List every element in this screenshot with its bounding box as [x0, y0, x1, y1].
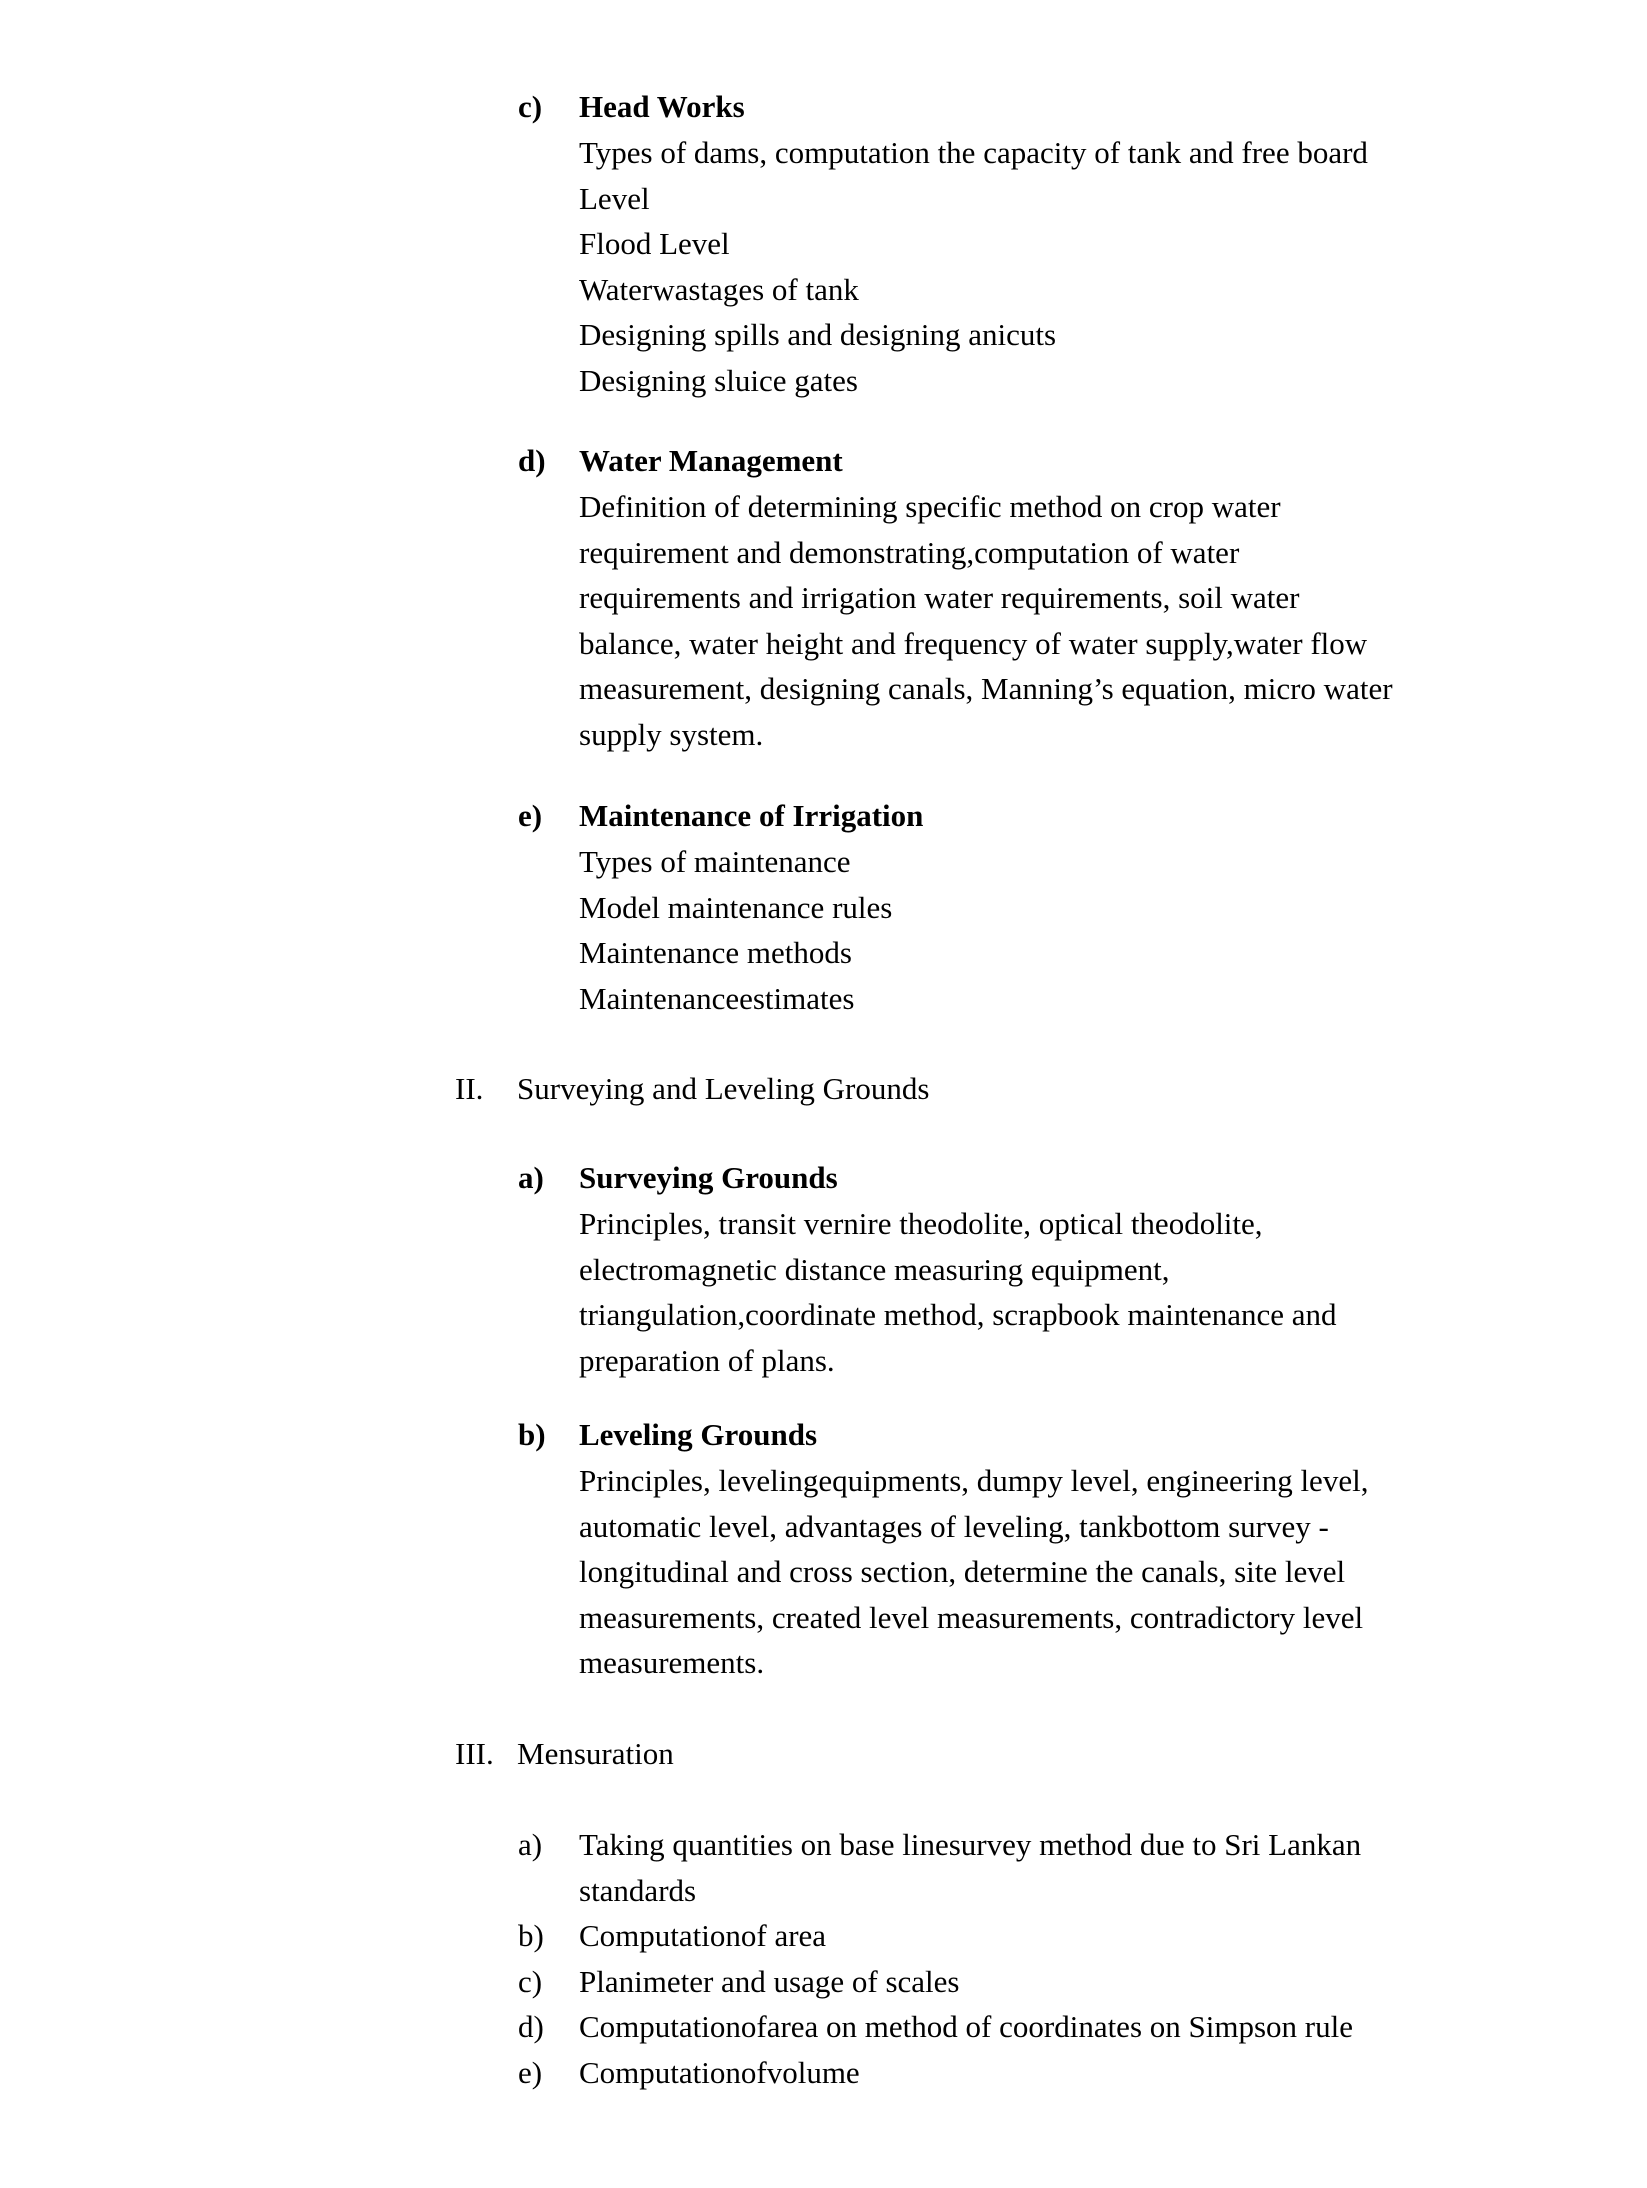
subsection-head-works [518, 84, 1458, 403]
text-line: Designing sluice gates [579, 362, 858, 398]
section-number: III. [455, 1736, 494, 1771]
subsection-marker: a) [518, 1160, 544, 1195]
list-item [518, 1959, 1458, 2005]
subsection-title: Leveling Grounds [579, 1417, 818, 1452]
subsection-title: Head Works [579, 89, 745, 124]
list-item [518, 2050, 1458, 2096]
text-line: Definition of determining specific method on crop water [579, 489, 1281, 524]
text-line: Maintenance methods [579, 935, 852, 970]
list-item [518, 2004, 1458, 2050]
text-line: Principles, levelingequipments, dumpy level, engineering level, [579, 1463, 1369, 1498]
text-line: triangulation,coordinate method, scrapbook maintenance and [579, 1297, 1337, 1333]
subsection-marker: e) [518, 798, 543, 833]
text-line: requirement and demonstrating,computation of water [579, 534, 1240, 570]
subsection-title: Water Management [579, 443, 843, 478]
subsection-surveying [518, 1155, 1458, 1383]
list-marker: e) [518, 2054, 543, 2090]
list-item-text: Computationofarea on method of coordinates on Simpson rule [579, 2009, 1353, 2045]
text-line: Maintenanceestimates [579, 980, 855, 1016]
text-line: electromagnetic distance measuring equipment, [579, 1251, 1170, 1287]
subsection-water-management [518, 438, 1458, 758]
section-number: II. [455, 1071, 484, 1106]
mensuration-list [518, 1822, 1458, 2096]
subsection-marker: c) [518, 89, 543, 124]
list-marker: c) [518, 1963, 543, 1999]
text-line: Principles, transit vernire theodolite, optical theodolite, [579, 1206, 1263, 1241]
text-line: longitudinal and cross section, determine the canals, site level [579, 1554, 1346, 1590]
text-line: balance, water height and frequency of water supply,water flow [579, 625, 1368, 661]
text-line: Designing spills and designing anicuts [579, 317, 1057, 352]
subsection-maintenance [518, 793, 1458, 1021]
section-title: Mensuration [517, 1736, 674, 1771]
text-line: requirements and irrigation water requirements, soil water [579, 580, 1300, 616]
text-line: Level [579, 180, 650, 216]
text-line: Model maintenance rules [579, 889, 893, 925]
text-line: automatic level, advantages of leveling, tankbottom survey - [579, 1508, 1329, 1544]
list-marker: d) [518, 2009, 544, 2045]
section-title: Surveying and Leveling Grounds [517, 1071, 930, 1106]
list-item-text: standards [579, 1872, 697, 1908]
text-line: measurement, designing canals, Manning’s equation, micro water [579, 671, 1393, 707]
list-marker: b) [518, 1918, 544, 1954]
text-line: Types of dams, computation the capacity of tank and free board [579, 135, 1368, 170]
text-line: preparation of plans. [579, 1342, 835, 1378]
list-item-text: Taking quantities on base linesurvey method due to Sri Lankan [579, 1827, 1362, 1862]
list-marker: a) [518, 1827, 543, 1862]
list-item-text: Computationof area [579, 1918, 827, 1954]
text-line: Types of maintenance [579, 844, 851, 879]
subsection-marker: d) [518, 443, 546, 478]
list-item-text: Planimeter and usage of scales [579, 1963, 960, 1999]
list-item [518, 1913, 1458, 1959]
subsection-title: Surveying Grounds [579, 1160, 838, 1195]
subsection-marker: b) [518, 1417, 546, 1452]
text-line: supply system. [579, 716, 764, 752]
text-line: Waterwastages of tank [579, 271, 859, 307]
text-line: measurements. [579, 1645, 765, 1681]
list-item-text: Computationofvolume [579, 2054, 860, 2090]
text-line: measurements, created level measurements, contradictory level [579, 1599, 1364, 1635]
list-item [518, 1822, 1458, 1913]
subsection-title: Maintenance of Irrigation [579, 798, 924, 833]
text-line: Flood Level [579, 226, 730, 261]
subsection-leveling [518, 1412, 1458, 1686]
